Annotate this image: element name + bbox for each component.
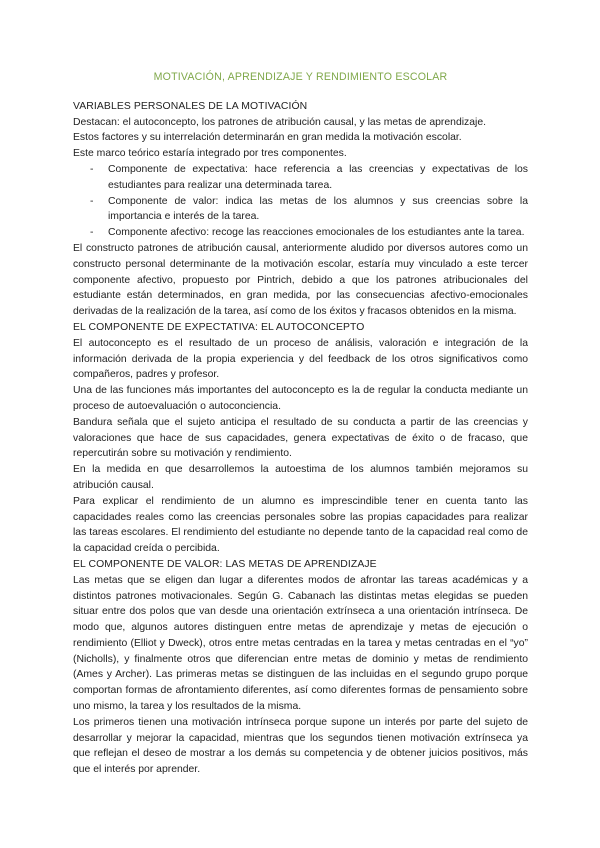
component-list xyxy=(73,162,528,241)
paragraph: Bandura señala que el sujeto anticipa el resultado de su conducta a partir de las creencias y valoraciones que hace de sus capacidades, genera expectativas de éxito o de fracaso, que repercutirán sobre su motivación y rendimiento. xyxy=(73,416,528,460)
paragraph: En la medida en que desarrollemos la autoestima de los alumnos también mejoramos su atribución causal. xyxy=(73,464,528,491)
list-item: - Componente de valor: indica las metas de los alumnos y sus creencias sobre la importancia e interés de la tarea. xyxy=(90,194,528,226)
paragraph: Destacan: el autoconcepto, los patrones de atribución causal, y las metas de aprendizaje. xyxy=(73,116,486,128)
paragraph: Este marco teórico estaría integrado por tres componentes. xyxy=(73,148,347,160)
paragraph: Las metas que se eligen dan lugar a diferentes modos de afrontar las tareas académicas y a distintos patrones motivacionales. Según G. Cabanach las distintas metas elegidas se pueden situar entre dos polos que van desde una orientación extrínseca a una orientación intrínseca. De modo que, algunos autores distinguen entre metas de aprendizaje y metas de ejecución o rendimiento (Elliot y Dweck), otros entre metas centradas en la tarea y metas centradas en el “yo” (Nicholls), y finalmente otros que diferencian entre metas de dominio y metas de rendimiento (Ames y Archer). Las primeras metas se distinguen de las incluidas en el segundo grupo porque comportan formas de afrontamiento diferentes, así como diferentes formas de pensamiento sobre uno mismo, la tarea y los resultados de la misma. xyxy=(73,574,528,713)
section-heading-variables: VARIABLES PERSONALES DE LA MOTIVACIÓN xyxy=(73,100,308,112)
paragraph: Para explicar el rendimiento de un alumno es imprescindible tener en cuenta tanto las capacidades reales como las creencias personales sobre las propias capacidades para realizar las tareas escolares. El rendimiento del estudiante no depende tanto de la capacidad real como de la capacidad creída o percibida. xyxy=(73,495,528,555)
paragraph: Una de las funciones más importantes del autoconcepto es la de regular la conducta mediante un proceso de autoevaluación o autoconciencia. xyxy=(73,385,528,412)
list-item: - Componente afectivo: recoge las reacciones emocionales de los estudiantes ante la tarea. xyxy=(90,225,528,241)
paragraph: Estos factores y su interrelación determinarán en gran medida la motivación escolar. xyxy=(73,132,462,144)
section-heading-expectativa: EL COMPONENTE DE EXPECTATIVA: EL AUTOCONCEPTO xyxy=(73,321,365,333)
paragraph: El autoconcepto es el resultado de un proceso de análisis, valoración e integración de la información derivada de la propia experiencia y del feedback de los otros significativos como compañeros, padres y profesor. xyxy=(73,337,528,381)
paragraph: El constructo patrones de atribución causal, anteriormente aludido por diversos autores como un constructo personal determinante de la motivación escolar, estaría muy vinculado a este tercer componente afectivo, propuesto por Pintrich, debido a que los patrones atribucionales del estudiante están determinados, en gran medida, por las consecuencias afectivo-emocionales derivadas de la realización de la tarea, así como de los éxitos y fracasos obtenidos en la misma. xyxy=(73,242,528,318)
paragraph: Los primeros tienen una motivación intrínseca porque supone un interés por parte del sujeto de desarrollar y mejorar la capacidad, mientras que los segundos tienen motivación extrínseca ya que reflejan el deseo de mostrar a los demás su competencia y de obtener juicios positivos, más que el interés por aprender. xyxy=(73,716,528,776)
document-title: MOTIVACIÓN, APRENDIZAJE Y RENDIMIENTO ESCOLAR xyxy=(153,71,448,83)
section-heading-valor: EL COMPONENTE DE VALOR: LAS METAS DE APRENDIZAJE xyxy=(73,558,377,570)
list-item: - Componente de expectativa: hace referencia a las creencias y expectativas de los estudiantes para realizar una determinada tarea. xyxy=(90,162,528,194)
